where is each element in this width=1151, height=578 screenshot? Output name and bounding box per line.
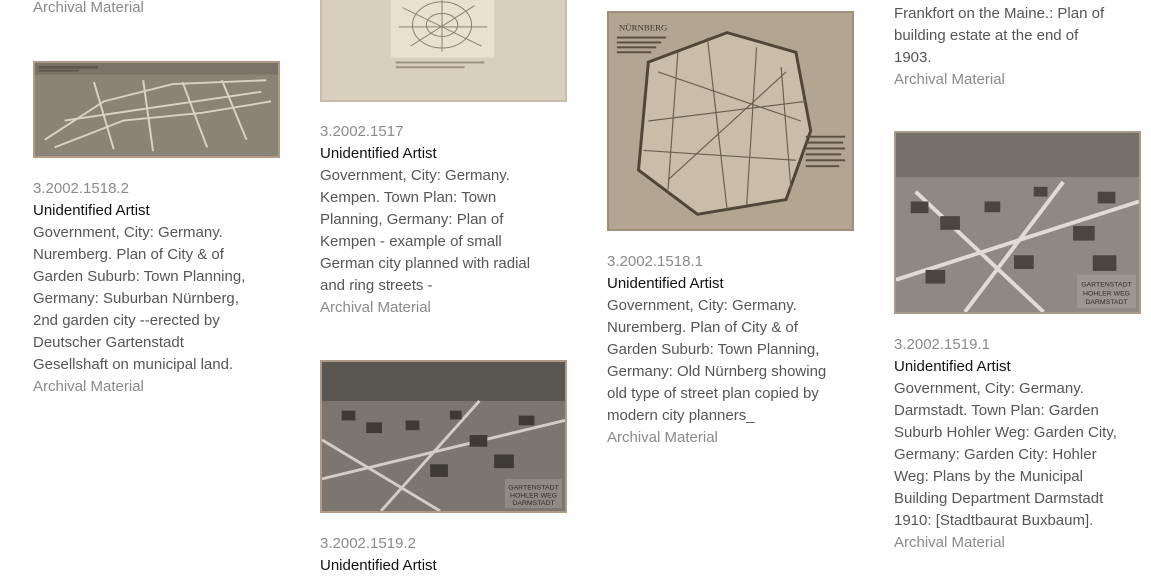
artist-link[interactable]: Unidentified Artist [607,275,724,292]
object-title[interactable] [320,165,570,297]
title-line: 2nd garden city --erected by [33,312,220,329]
image-caption: HOHLER WEG [1083,290,1131,298]
item-type: Archival Material [33,378,144,395]
title-line: Darmstadt. Town Plan: Garden [894,402,1099,419]
title-line: Garden Suburb: Town Planning, [607,341,820,358]
object-title[interactable] [894,378,1144,532]
item-type: Archival Material [894,534,1005,551]
grid-column-3 [607,0,857,578]
image-caption: DARMSTADT [1085,299,1128,307]
accession-number: 3.2002.1518.1 [607,253,703,270]
old-nurnberg-plan-image[interactable] [607,11,854,231]
title-line: Government, City: Germany. [320,167,510,184]
object-title[interactable] [33,222,283,376]
hohler-weg-aerial-view-image[interactable] [894,131,1141,314]
image-caption: HOHLER WEG [510,492,558,500]
object-title[interactable] [894,3,1144,69]
title-line: German city planned with radial [320,255,531,272]
title-line: Germany: Suburban Nürnberg, [33,290,239,307]
kempen-town-plan-image[interactable] [320,0,567,102]
title-line: Government, City: Germany. [607,297,797,314]
grid-column-2 [320,0,570,578]
grid-column-1 [33,0,283,578]
title-line: Garden Suburb: Town Planning, [33,268,246,285]
title-line: Government, City: Germany. [33,224,223,241]
artist-link[interactable]: Unidentified Artist [320,145,437,162]
grid-column-4 [894,0,1144,578]
title-line: Weg: Plans by the Municipal [894,468,1083,485]
title-line: modern city planners_ [607,407,755,424]
title-line: 1910: [Stadtbaurat Buxbaum]. [894,512,1094,529]
accession-number: 3.2002.1517 [320,123,404,140]
title-line: Kempen. Town Plan: Town [320,189,497,206]
item-type: Archival Material [320,299,431,316]
object-title[interactable] [607,295,857,427]
title-line: Deutscher Gartenstadt [33,334,184,351]
image-caption: DARMSTADT [512,500,555,508]
title-line: Germany: Old Nürnberg showing [607,363,827,380]
title-line: Germany: Garden City: Hohler [894,446,1097,463]
title-line: Nuremberg. Plan of City & of [33,246,224,263]
image-caption: GARTENSTADT [508,484,559,492]
item-type: Archival Material [607,429,718,446]
item-type: Archival Material [33,0,144,16]
accession-number: 3.2002.1519.1 [894,336,990,353]
title-line: and ring streets - [320,277,433,294]
item-type: Archival Material [894,71,1005,88]
accession-number: 3.2002.1518.2 [33,180,129,197]
title-line: Building Department Darmstadt [894,490,1104,507]
title-line: old type of street plan copied by [607,385,819,402]
accession-number: 3.2002.1519.2 [320,535,416,552]
title-line: Suburb Hohler Weg: Garden City, [894,424,1117,441]
title-line: Planning, Germany: Plan of [320,211,504,228]
title-line: Nuremberg. Plan of City & of [607,319,798,336]
image-caption: NÜRNBERG [618,22,668,33]
image-caption: GARTENSTADT [1081,281,1132,289]
artist-link[interactable]: Unidentified Artist [33,202,150,219]
title-line: building estate at the end of [894,27,1079,44]
title-line: Government, City: Germany. [894,380,1084,397]
nuremberg-suburb-plan-image[interactable] [33,61,280,158]
title-line: 1903. [894,49,932,66]
artist-link[interactable]: Unidentified Artist [894,358,1011,375]
gartenstadt-aerial-view-image[interactable] [320,360,567,513]
title-line: Gesellshaft on municipal land. [33,356,234,373]
artist-link[interactable]: Unidentified Artist [320,557,437,574]
title-line: Kempen - example of small [320,233,502,250]
title-line: Frankfort on the Maine.: Plan of [894,5,1105,22]
